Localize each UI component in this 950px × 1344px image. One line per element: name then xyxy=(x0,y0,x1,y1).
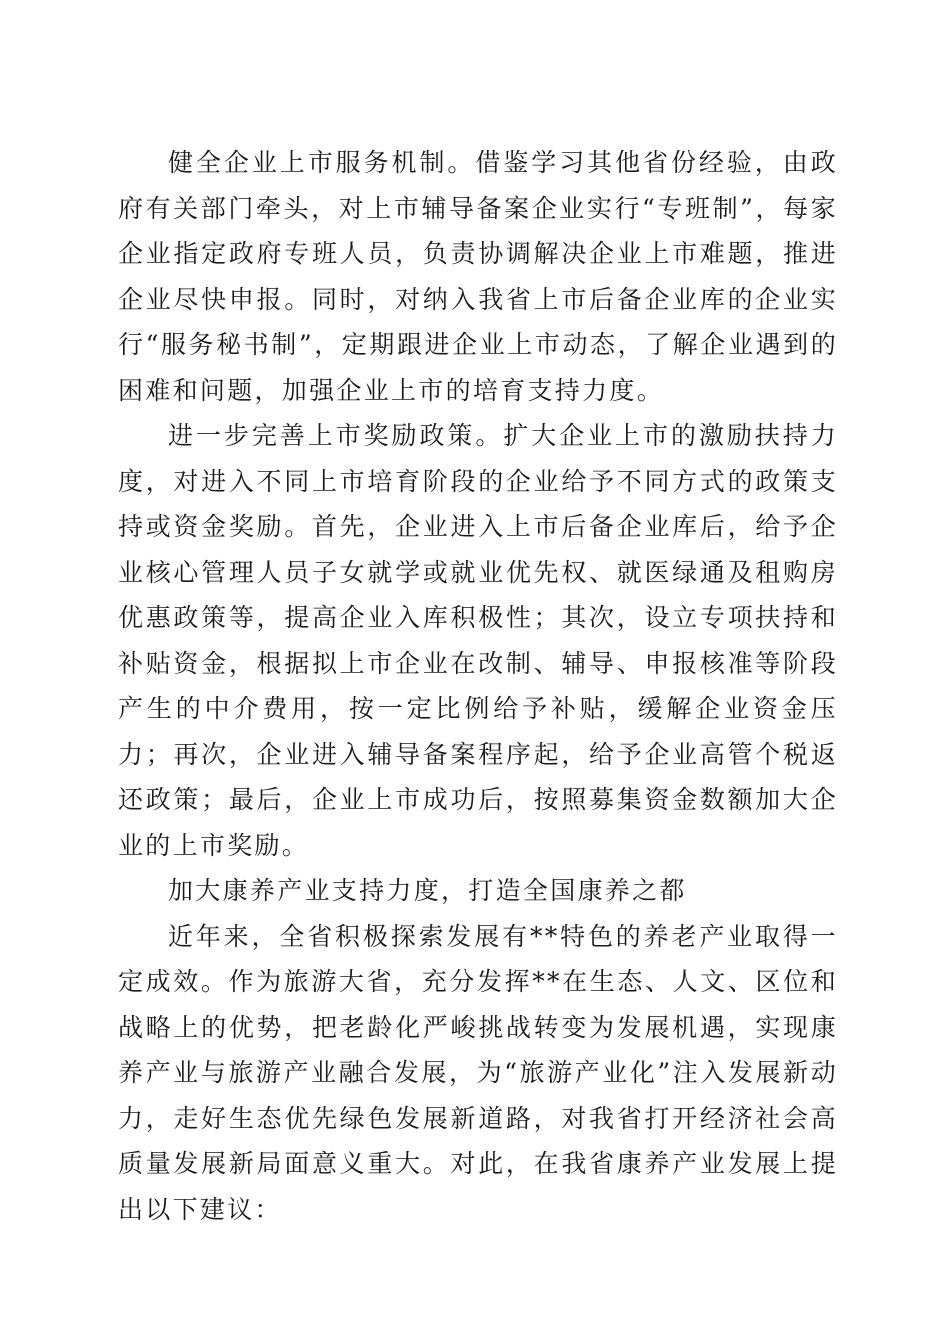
paragraph-listing-service-mechanism: 健全企业上市服务机制。借鉴学习其他省份经验，由政府有关部门牵头，对上市辅导备案企业实行“专班制”，每家企业指定政府专班人员，负责协调解决企业上市难题，推进企业尽快申报。同时，对纳入我省上市后备企业库的企业实行“服务秘书制”，定期跟进企业上市动态，了解企业遇到的困难和问题，加强企业上市的培育支持力度。 xyxy=(118,148,838,405)
paragraph-listing-reward-policy: 进一步完善上市奖励政策。扩大企业上市的激励扶持力度，对进入不同上市培育阶段的企业给予不同方式的政策支持或资金奖励。首先，企业进入上市后备企业库后，给予企业核心管理人员子女就学或就业优先权、就医绿通及租购房优惠政策等，提高企业入库积极性；其次，设立专项扶持和补贴资金，根据拟上市企业在改制、辅导、申报核准等阶段产生的中介费用，按一定比例给予补贴，缓解企业资金压力；再次，企业进入辅导备案程序起，给予企业高管个税返还政策；最后，企业上市成功后，按照募集资金数额加大企业的上市奖励。 xyxy=(118,421,838,860)
document-body xyxy=(118,140,838,1232)
section-heading-wellness-industry: 加大康养产业支持力度，打造全国康养之都 xyxy=(168,876,687,905)
paragraph-wellness-industry-intro: 近年来，全省积极探索发展有**特色的养老产业取得一定成效。作为旅游大省，充分发挥**在生态、人文、区位和战略上的优势，把老龄化严峻挑战转变为发展机遇，实现康养产业与旅游产业融合发展，为“旅游产业化”注入发展新动力，走好生态优先绿色发展新道路，对我省打开经济社会高质量发展新局面意义重大。对此，在我省康养产业发展上提出以下建议： xyxy=(118,921,838,1224)
